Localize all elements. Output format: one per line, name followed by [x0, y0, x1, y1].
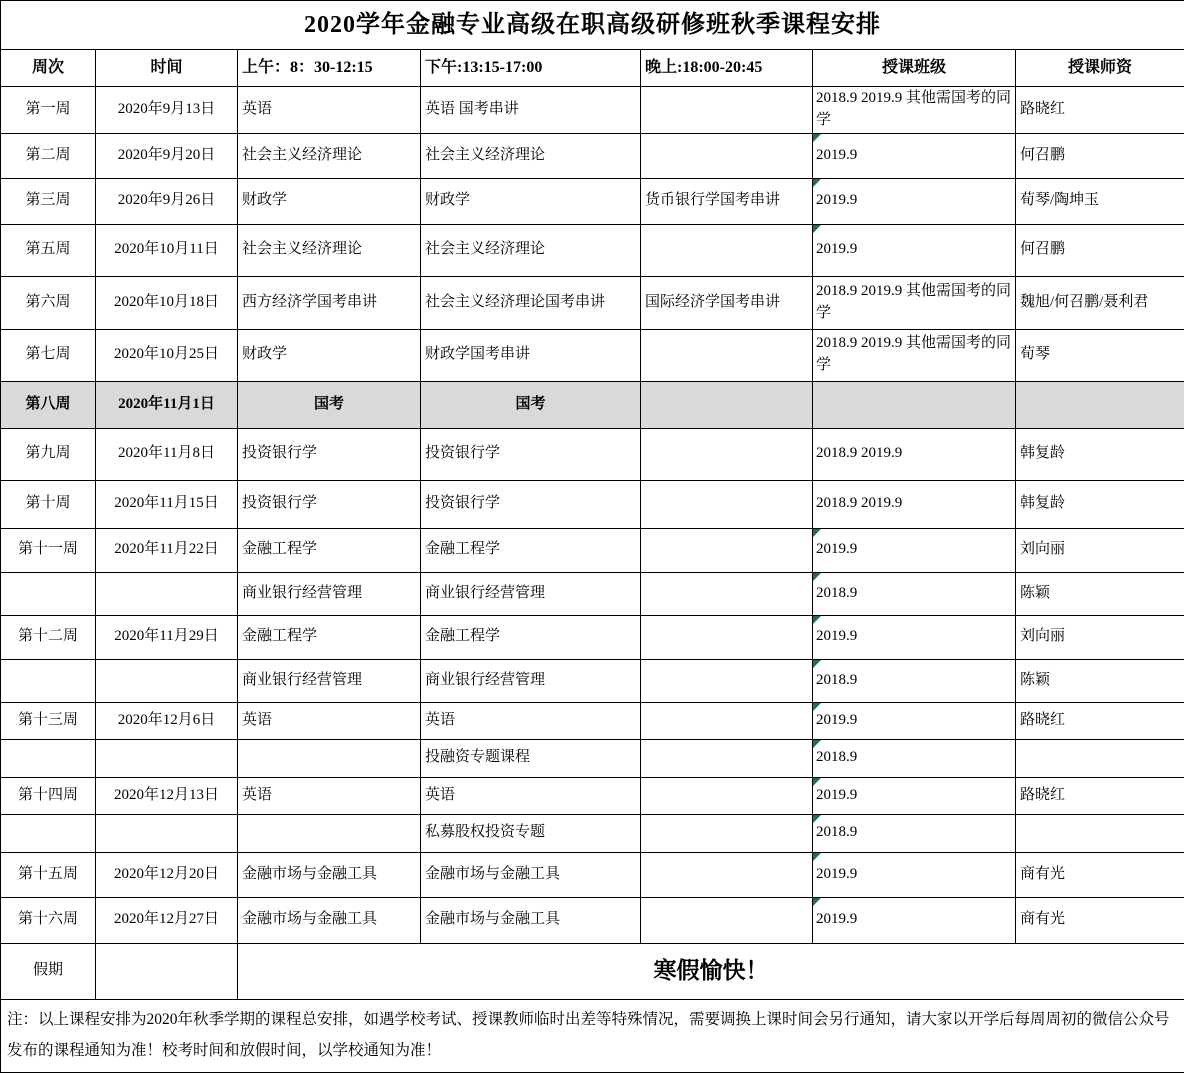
teacher-cell: [1016, 480, 1184, 528]
week-cell-text: 第十一周: [18, 541, 78, 557]
teacher-cell: [1016, 777, 1184, 814]
date-cell: [96, 777, 238, 814]
teacher-cell: [1016, 572, 1184, 615]
holiday-message-cell: 寒假愉快！: [238, 943, 1184, 999]
class-cell-text: 2019.9: [816, 712, 857, 728]
afternoon-cell-text: 英语: [425, 712, 455, 728]
morning-cell-text: 金融市场与金融工具: [242, 866, 377, 882]
morning-cell-text: 投资银行学: [242, 445, 317, 461]
schedule-row: [1, 381, 1184, 428]
afternoon-cell: [421, 702, 641, 739]
date-cell-text: 2020年11月22日: [114, 541, 218, 557]
class-cell: [813, 615, 1016, 659]
morning-cell-text: 英语: [242, 712, 272, 728]
date-cell-text: 2020年11月29日: [114, 628, 218, 644]
teacher-cell-text: 何召鹏: [1020, 147, 1065, 163]
class-cell: [813, 528, 1016, 572]
week-cell-text: 第五周: [25, 241, 70, 257]
schedule-row: [1, 480, 1184, 528]
date-cell: [96, 133, 238, 178]
morning-cell-text: 财政学: [242, 192, 287, 208]
date-cell: [96, 739, 238, 777]
week-cell-text: 第六周: [25, 294, 70, 310]
morning-cell-text: 英语: [242, 787, 272, 803]
class-cell-text: 2019.9: [816, 866, 857, 882]
afternoon-cell: [421, 852, 641, 897]
green-corner-flag-icon: [813, 853, 821, 861]
green-corner-flag-icon: [813, 660, 821, 668]
evening-cell: [641, 739, 813, 777]
class-cell: [813, 87, 1016, 134]
morning-cell-text: 商业银行经营管理: [242, 672, 362, 688]
teacher-cell: [1016, 329, 1184, 381]
morning-cell: [238, 814, 421, 852]
teacher-cell: [1016, 702, 1184, 739]
morning-cell: [238, 133, 421, 178]
column-header-5: 授课班级: [813, 50, 1016, 87]
column-header-2: 上午：8：30-12:15: [238, 50, 421, 87]
class-cell: [813, 381, 1016, 428]
date-cell: [96, 659, 238, 702]
teacher-cell: [1016, 428, 1184, 480]
afternoon-cell: [421, 133, 641, 178]
date-cell-text: 2020年11月15日: [114, 495, 218, 511]
green-corner-flag-icon: [813, 225, 821, 233]
afternoon-cell-text: 财政学国考串讲: [425, 346, 530, 362]
morning-cell-text: 社会主义经济理论: [242, 147, 362, 163]
class-cell: [813, 178, 1016, 224]
evening-cell: [641, 528, 813, 572]
date-cell-text: 2020年11月8日: [118, 445, 215, 461]
week-cell-text: 第十二周: [18, 628, 78, 644]
teacher-cell-text: 商有光: [1020, 866, 1065, 882]
teacher-cell: [1016, 528, 1184, 572]
date-cell: [96, 852, 238, 897]
week-cell: [1, 814, 96, 852]
week-cell: [1, 224, 96, 276]
afternoon-cell: [421, 814, 641, 852]
date-cell-text: 2020年10月18日: [114, 294, 219, 310]
morning-cell: [238, 178, 421, 224]
class-cell: [813, 276, 1016, 329]
week-cell: [1, 528, 96, 572]
date-cell: [96, 87, 238, 134]
teacher-cell-text: 路晓红: [1020, 712, 1065, 728]
evening-cell: [641, 87, 813, 134]
class-cell: [813, 224, 1016, 276]
week-cell: [1, 615, 96, 659]
morning-cell-text: 社会主义经济理论: [242, 241, 362, 257]
schedule-row: [1, 852, 1184, 897]
teacher-cell: [1016, 739, 1184, 777]
green-corner-flag-icon: [813, 529, 821, 537]
column-header-3: 下午:13:15-17:00: [421, 50, 641, 87]
class-cell: [813, 480, 1016, 528]
week-cell: [1, 276, 96, 329]
class-cell-text: 2018.9: [816, 672, 857, 688]
holiday-time-cell: [96, 943, 238, 999]
class-cell: [813, 659, 1016, 702]
teacher-cell-text: 魏旭/何召鹏/聂利君: [1020, 294, 1148, 310]
week-cell: [1, 739, 96, 777]
morning-cell-text: 国考: [314, 396, 344, 412]
evening-cell: [641, 572, 813, 615]
teacher-cell-text: 商有光: [1020, 911, 1065, 927]
evening-cell: [641, 178, 813, 224]
class-cell-text: 2019.9: [816, 147, 857, 163]
week-cell: [1, 702, 96, 739]
evening-cell: [641, 133, 813, 178]
date-cell: [96, 572, 238, 615]
week-cell-text: 第十三周: [18, 712, 78, 728]
class-cell-text: 2019.9: [816, 241, 857, 257]
morning-cell: [238, 852, 421, 897]
teacher-cell-text: 陈颖: [1020, 585, 1050, 601]
teacher-cell-text: 陈颖: [1020, 672, 1050, 688]
date-cell: [96, 897, 238, 943]
teacher-cell: [1016, 381, 1184, 428]
afternoon-cell: [421, 615, 641, 659]
class-cell: [813, 777, 1016, 814]
week-cell: [1, 381, 96, 428]
class-cell-text: 2018.9 2019.9 其他需国考的同学: [816, 90, 1011, 128]
evening-cell: [641, 814, 813, 852]
afternoon-cell-text: 金融工程学: [425, 541, 500, 557]
afternoon-cell-text: 商业银行经营管理: [425, 585, 545, 601]
afternoon-cell-text: 投资银行学: [425, 495, 500, 511]
teacher-cell: [1016, 615, 1184, 659]
afternoon-cell: [421, 897, 641, 943]
class-cell-text: 2018.9: [816, 749, 857, 765]
evening-cell: [641, 276, 813, 329]
afternoon-cell-text: 投资银行学: [425, 445, 500, 461]
evening-cell-text: 国际经济学国考串讲: [645, 294, 780, 310]
morning-cell: [238, 381, 421, 428]
morning-cell: [238, 615, 421, 659]
class-cell-text: 2018.9 2019.9 其他需国考的同学: [816, 283, 1011, 321]
class-cell: [813, 133, 1016, 178]
class-cell: [813, 572, 1016, 615]
class-cell-text: 2018.9: [816, 585, 857, 601]
teacher-cell-text: 韩复龄: [1020, 495, 1065, 511]
afternoon-cell: [421, 381, 641, 428]
date-cell-text: 2020年12月6日: [118, 712, 216, 728]
afternoon-cell: [421, 276, 641, 329]
date-cell: [96, 381, 238, 428]
class-cell-text: 2018.9 2019.9 其他需国考的同学: [816, 335, 1011, 373]
afternoon-cell-text: 社会主义经济理论: [425, 241, 545, 257]
afternoon-cell-text: 私募股权投资专题: [425, 824, 545, 840]
class-cell: [813, 897, 1016, 943]
green-corner-flag-icon: [813, 616, 821, 624]
date-cell-text: 2020年10月11日: [114, 241, 218, 257]
evening-cell: [641, 381, 813, 428]
green-corner-flag-icon: [813, 703, 821, 711]
date-cell-text: 2020年12月13日: [114, 787, 219, 803]
evening-cell: [641, 852, 813, 897]
morning-cell: [238, 777, 421, 814]
evening-cell: [641, 224, 813, 276]
teacher-cell: [1016, 659, 1184, 702]
green-corner-flag-icon: [813, 815, 821, 823]
holiday-row: [1, 943, 1184, 999]
schedule-row: [1, 572, 1184, 615]
teacher-cell-text: 何召鹏: [1020, 241, 1065, 257]
class-cell-text: 2018.9 2019.9: [816, 495, 902, 511]
week-cell-text: 第十六周: [18, 911, 78, 927]
afternoon-cell-text: 英语: [425, 787, 455, 803]
date-cell: [96, 702, 238, 739]
date-cell: [96, 480, 238, 528]
week-cell: [1, 897, 96, 943]
morning-cell: [238, 572, 421, 615]
afternoon-cell-text: 财政学: [425, 192, 470, 208]
week-cell: [1, 480, 96, 528]
afternoon-cell-text: 金融市场与金融工具: [425, 911, 560, 927]
class-cell: [813, 814, 1016, 852]
afternoon-cell: [421, 428, 641, 480]
schedule-row: [1, 659, 1184, 702]
schedule-row: [1, 329, 1184, 381]
afternoon-cell: [421, 224, 641, 276]
class-cell-text: 2019.9: [816, 787, 857, 803]
teacher-cell: [1016, 178, 1184, 224]
morning-cell-text: 投资银行学: [242, 495, 317, 511]
date-cell-text: 2020年12月27日: [114, 911, 219, 927]
schedule-row: [1, 777, 1184, 814]
morning-cell: [238, 224, 421, 276]
teacher-cell: [1016, 814, 1184, 852]
date-cell: [96, 276, 238, 329]
date-cell: [96, 615, 238, 659]
schedule-row: [1, 428, 1184, 480]
evening-cell: [641, 480, 813, 528]
date-cell-text: 2020年9月13日: [118, 101, 216, 117]
morning-cell-text: 商业银行经营管理: [242, 585, 362, 601]
holiday-week-cell: 假期: [1, 943, 96, 999]
green-corner-flag-icon: [813, 778, 821, 786]
week-cell: [1, 572, 96, 615]
afternoon-cell: [421, 528, 641, 572]
column-header-1: 时间: [96, 50, 238, 87]
date-cell: [96, 814, 238, 852]
note-row: [1, 999, 1184, 1072]
week-cell-text: 第八周: [25, 396, 70, 412]
teacher-cell-text: 路晓红: [1020, 101, 1065, 117]
evening-cell: [641, 329, 813, 381]
morning-cell-text: 金融工程学: [242, 628, 317, 644]
class-cell-text: 2018.9 2019.9: [816, 445, 902, 461]
teacher-cell: [1016, 852, 1184, 897]
week-cell: [1, 428, 96, 480]
date-cell: [96, 178, 238, 224]
week-cell: [1, 133, 96, 178]
afternoon-cell-text: 社会主义经济理论国考串讲: [425, 294, 605, 310]
green-corner-flag-icon: [813, 134, 821, 142]
week-cell-text: 第二周: [25, 147, 70, 163]
week-cell-text: 第十四周: [18, 787, 78, 803]
date-cell: [96, 224, 238, 276]
afternoon-cell: [421, 178, 641, 224]
date-cell-text: 2020年12月20日: [114, 866, 219, 882]
date-cell: [96, 528, 238, 572]
schedule-row: [1, 178, 1184, 224]
class-cell-text: 2019.9: [816, 541, 857, 557]
class-cell-text: 2019.9: [816, 192, 857, 208]
schedule-row: [1, 615, 1184, 659]
date-cell-text: 2020年9月20日: [118, 147, 216, 163]
teacher-cell: [1016, 276, 1184, 329]
evening-cell: [641, 702, 813, 739]
week-cell-text: 第七周: [25, 346, 70, 362]
date-cell-text: 2020年11月1日: [118, 396, 215, 412]
date-cell: [96, 428, 238, 480]
afternoon-cell: [421, 87, 641, 134]
afternoon-cell-text: 金融市场与金融工具: [425, 866, 560, 882]
afternoon-cell-text: 英语 国考串讲: [425, 101, 519, 117]
title-row: [1, 1, 1184, 50]
week-cell: [1, 178, 96, 224]
morning-cell-text: 金融工程学: [242, 541, 317, 557]
schedule-row: [1, 224, 1184, 276]
afternoon-cell: [421, 659, 641, 702]
week-cell: [1, 777, 96, 814]
teacher-cell-text: 荀琴/陶坤玉: [1020, 192, 1099, 208]
evening-cell: [641, 428, 813, 480]
morning-cell: [238, 276, 421, 329]
morning-cell: [238, 659, 421, 702]
morning-cell: [238, 480, 421, 528]
afternoon-cell: [421, 329, 641, 381]
column-header-0: 周次: [1, 50, 96, 87]
date-cell: [96, 329, 238, 381]
afternoon-cell: [421, 739, 641, 777]
schedule-row: [1, 702, 1184, 739]
teacher-cell: [1016, 897, 1184, 943]
week-cell-text: 第一周: [25, 101, 70, 117]
morning-cell: [238, 739, 421, 777]
morning-cell: [238, 428, 421, 480]
schedule-row: [1, 897, 1184, 943]
footnote-text: 注：以上课程安排为2020年秋季学期的课程总安排，如遇学校考试、授课教师临时出差等特殊情况，需要调换上课时间会另行通知，请大家以开学后每周周初的微信公众号发布的课程通知为准！校考时间和放假时间，以学校通知为准！: [1, 999, 1184, 1072]
class-cell-text: 2018.9: [816, 824, 857, 840]
class-cell: [813, 739, 1016, 777]
class-cell: [813, 428, 1016, 480]
afternoon-cell-text: 商业银行经营管理: [425, 672, 545, 688]
teacher-cell: [1016, 87, 1184, 134]
afternoon-cell-text: 社会主义经济理论: [425, 147, 545, 163]
date-cell-text: 2020年9月26日: [118, 192, 216, 208]
afternoon-cell: [421, 572, 641, 615]
week-cell: [1, 329, 96, 381]
teacher-cell: [1016, 133, 1184, 178]
week-cell: [1, 852, 96, 897]
evening-cell: [641, 897, 813, 943]
afternoon-cell: [421, 777, 641, 814]
week-cell-text: 第三周: [25, 192, 70, 208]
class-cell: [813, 852, 1016, 897]
afternoon-cell-text: 投融资专题课程: [425, 749, 530, 765]
evening-cell: [641, 615, 813, 659]
morning-cell: [238, 87, 421, 134]
week-cell: [1, 87, 96, 134]
green-corner-flag-icon: [813, 179, 821, 187]
teacher-cell-text: 刘向丽: [1020, 541, 1065, 557]
week-cell-text: 第九周: [25, 445, 70, 461]
schedule-row: [1, 528, 1184, 572]
afternoon-cell-text: 国考: [515, 396, 545, 412]
green-corner-flag-icon: [813, 898, 821, 906]
page-title: 2020学年金融专业高级在职高级研修班秋季课程安排: [1, 1, 1184, 50]
morning-cell: [238, 702, 421, 739]
morning-cell: [238, 897, 421, 943]
date-cell-text: 2020年10月25日: [114, 346, 219, 362]
teacher-cell-text: 荀琴: [1020, 346, 1050, 362]
green-corner-flag-icon: [813, 573, 821, 581]
class-cell-text: 2019.9: [816, 628, 857, 644]
class-cell-text: 2019.9: [816, 911, 857, 927]
teacher-cell-text: 刘向丽: [1020, 628, 1065, 644]
schedule-row: [1, 814, 1184, 852]
teacher-cell: [1016, 224, 1184, 276]
morning-cell: [238, 528, 421, 572]
evening-cell-text: 货币银行学国考串讲: [645, 192, 780, 208]
afternoon-cell-text: 金融工程学: [425, 628, 500, 644]
column-header-6: 授课师资: [1016, 50, 1184, 87]
evening-cell: [641, 777, 813, 814]
green-corner-flag-icon: [813, 740, 821, 748]
week-cell-text: 第十周: [25, 495, 70, 511]
class-cell: [813, 329, 1016, 381]
afternoon-cell: [421, 480, 641, 528]
teacher-cell-text: 韩复龄: [1020, 445, 1065, 461]
morning-cell-text: 财政学: [242, 346, 287, 362]
morning-cell: [238, 329, 421, 381]
schedule-row: [1, 739, 1184, 777]
morning-cell-text: 金融市场与金融工具: [242, 911, 377, 927]
week-cell-text: 第十五周: [18, 866, 78, 882]
table-header-row: [1, 50, 1184, 87]
week-cell: [1, 659, 96, 702]
schedule-row: [1, 133, 1184, 178]
evening-cell: [641, 659, 813, 702]
schedule-row: [1, 276, 1184, 329]
morning-cell-text: 西方经济学国考串讲: [242, 294, 377, 310]
schedule-row: [1, 87, 1184, 134]
class-cell: [813, 702, 1016, 739]
teacher-cell-text: 路晓红: [1020, 787, 1065, 803]
column-header-4: 晚上:18:00-20:45: [641, 50, 813, 87]
morning-cell-text: 英语: [242, 101, 272, 117]
